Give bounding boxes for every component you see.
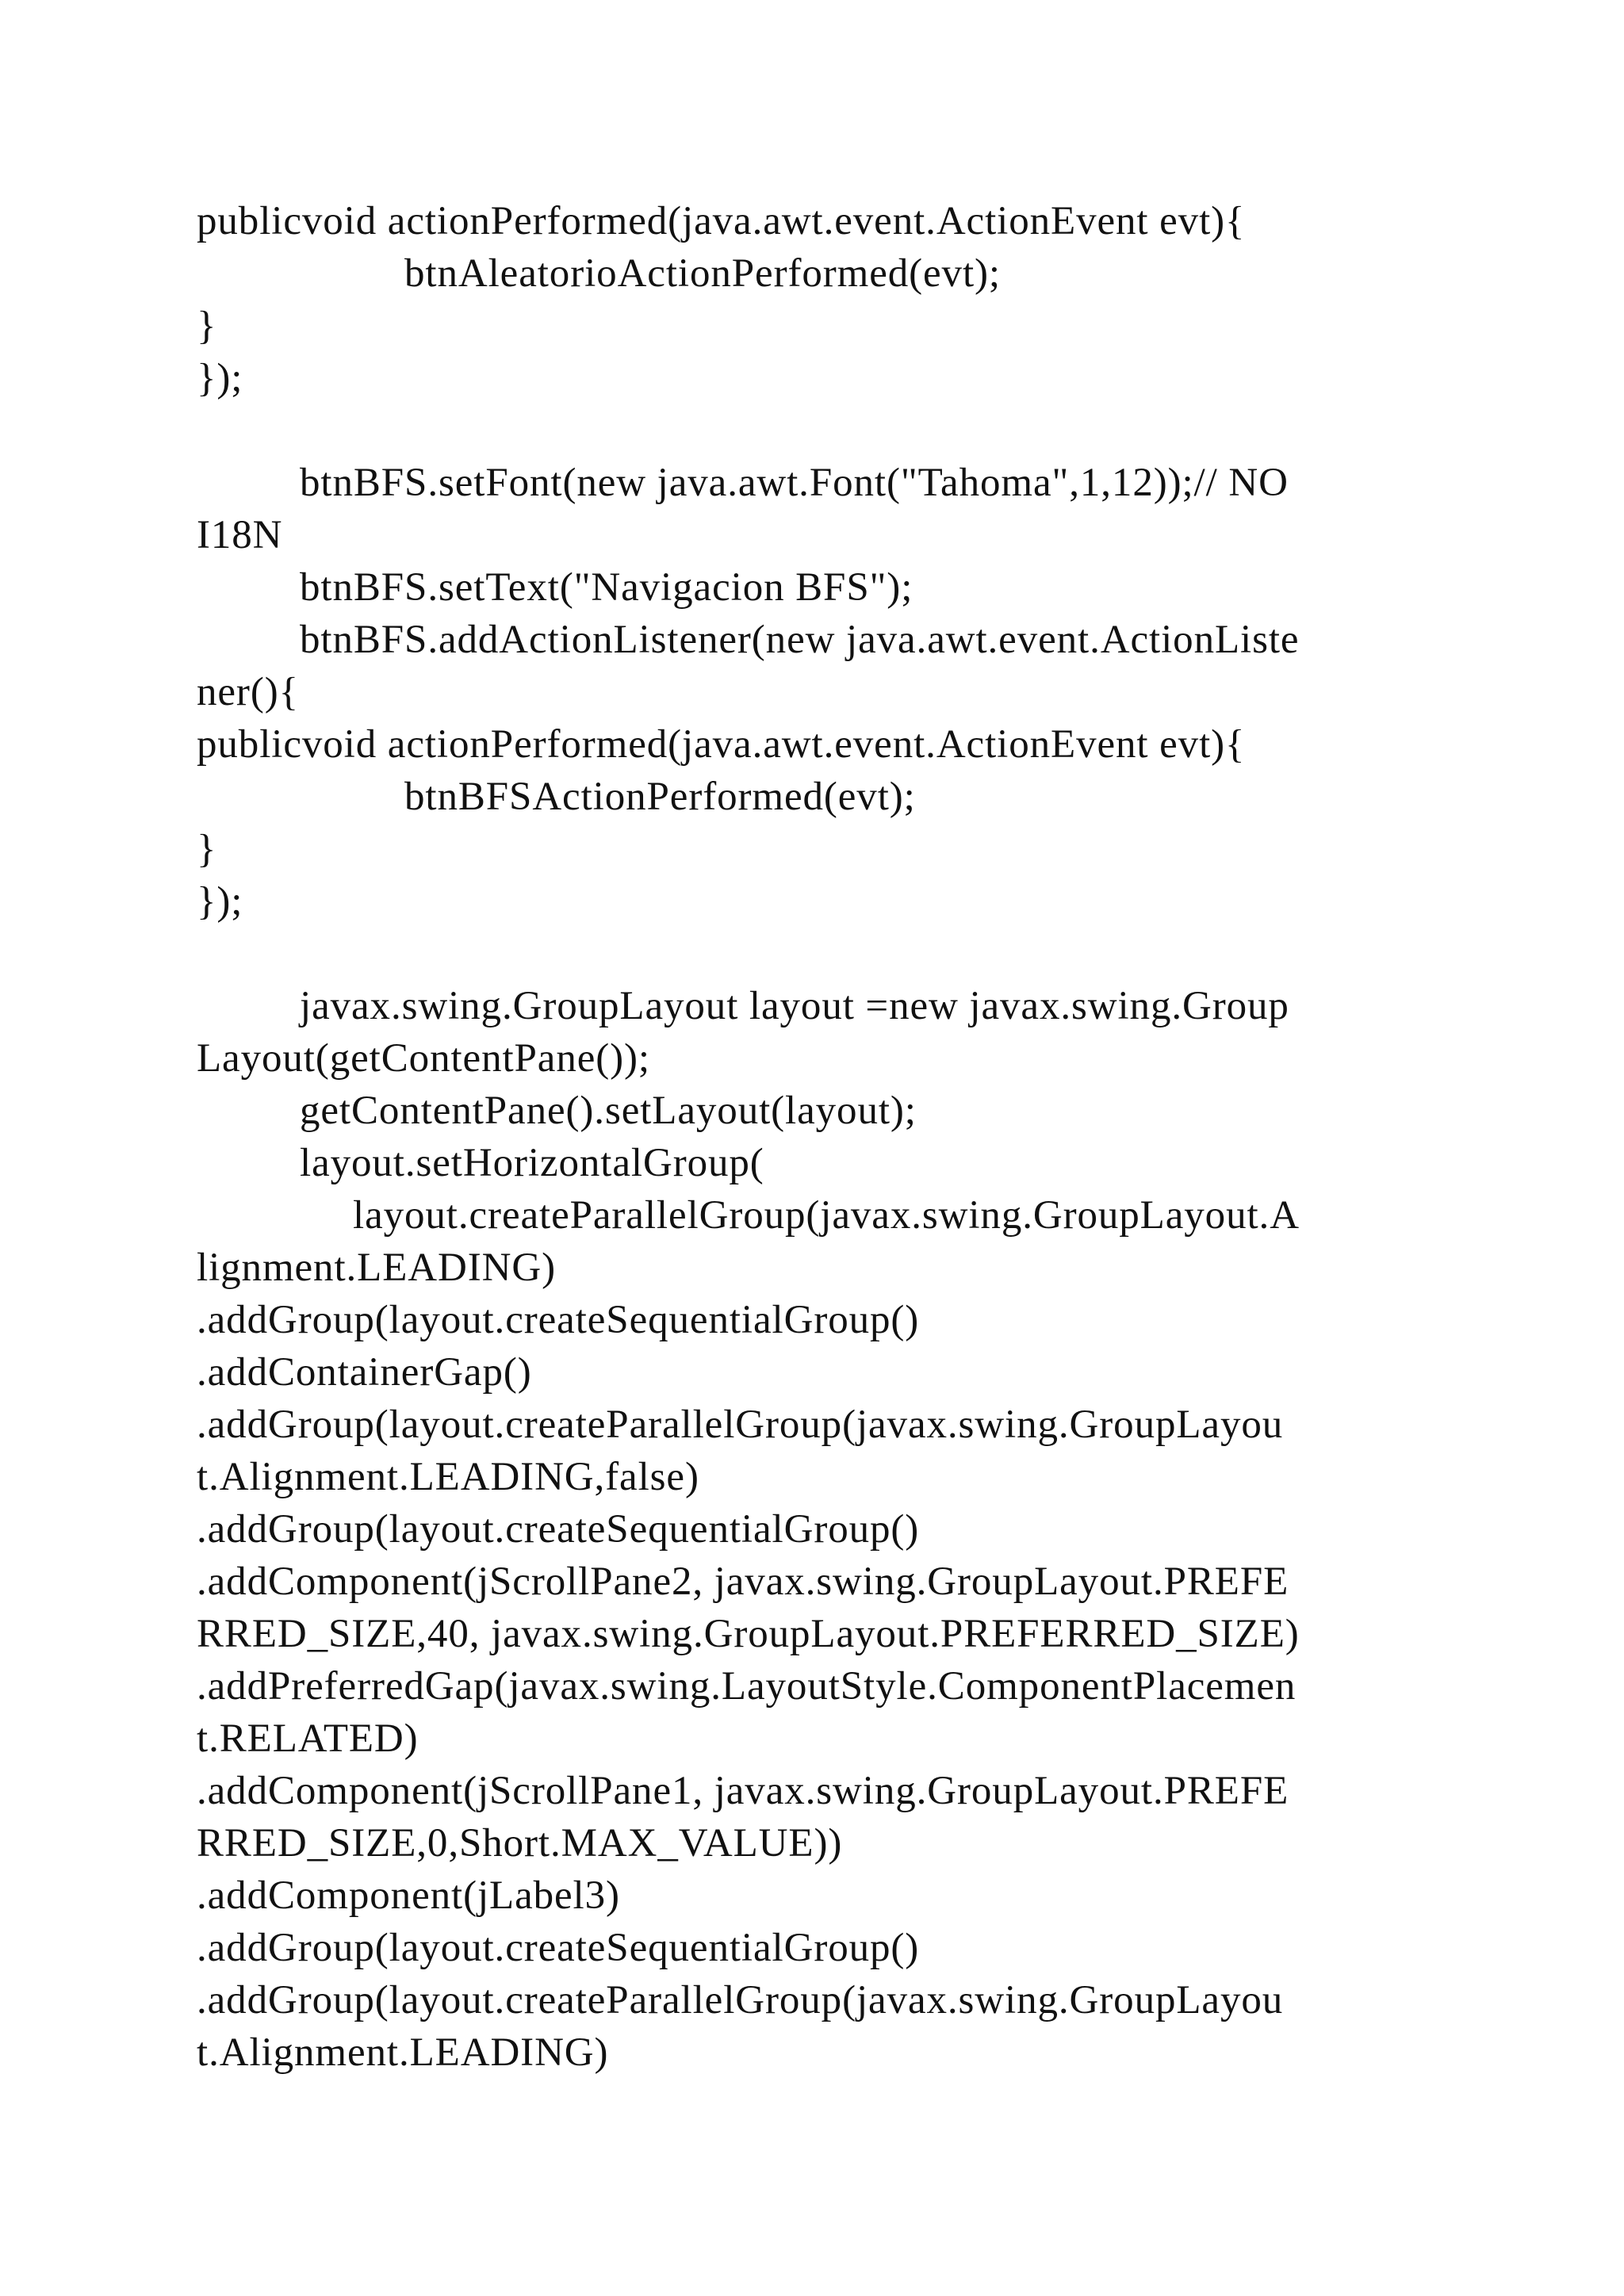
blank-line: [197, 404, 1434, 457]
code-line: .addGroup(layout.createParallelGroup(javax.swing.GroupLayou: [197, 1402, 1284, 1447]
code-line: }: [197, 827, 217, 871]
code-line: RRED_SIZE,40, javax.swing.GroupLayout.PREFERRED_SIZE): [197, 1612, 1300, 1656]
code-line: btnBFS.addActionListener(new java.awt.event.ActionListe: [300, 618, 1300, 662]
code-line: I18N: [197, 513, 283, 557]
code-line: .addGroup(layout.createSequentialGroup(): [197, 1507, 920, 1552]
code-line: btnBFS.setFont(new java.awt.Font("Tahoma",1,12));// NO: [300, 461, 1289, 505]
code-line: });: [197, 356, 243, 400]
code-line: ner(){: [197, 670, 299, 714]
code-line: .addGroup(layout.createSequentialGroup(): [197, 1298, 920, 1342]
code-line: .addComponent(jScrollPane1, javax.swing.GroupLayout.PREFE: [197, 1769, 1289, 1813]
code-listing: [197, 195, 1434, 2079]
code-line: publicvoid actionPerformed(java.awt.event.ActionEvent evt){: [197, 722, 1246, 767]
blank-line: [197, 928, 1434, 980]
code-line: Layout(getContentPane());: [197, 1036, 650, 1081]
code-line: t.Alignment.LEADING): [197, 2030, 609, 2075]
code-line: .addContainerGap(): [197, 1350, 532, 1395]
code-line: publicvoid actionPerformed(java.awt.event.ActionEvent evt){: [197, 199, 1246, 243]
code-line: RRED_SIZE,0,Short.MAX_VALUE)): [197, 1821, 843, 1866]
code-line: t.RELATED): [197, 1716, 419, 1761]
code-line: t.Alignment.LEADING,false): [197, 1455, 699, 1499]
code-line: .addGroup(layout.createParallelGroup(javax.swing.GroupLayou: [197, 1978, 1284, 2022]
code-line: btnAleatorioActionPerformed(evt);: [404, 251, 1001, 296]
code-line: .addComponent(jScrollPane2, javax.swing.GroupLayout.PREFE: [197, 1559, 1289, 1604]
code-line: .addGroup(layout.createSequentialGroup(): [197, 1926, 920, 1970]
code-line: .addPreferredGap(javax.swing.LayoutStyle.ComponentPlacemen: [197, 1664, 1297, 1709]
code-line: getContentPane().setLayout(layout);: [300, 1089, 917, 1133]
code-line: });: [197, 879, 243, 924]
code-line: layout.createParallelGroup(javax.swing.GroupLayout.A: [353, 1193, 1300, 1238]
code-line: }: [197, 304, 217, 348]
code-line: .addComponent(jLabel3): [197, 1873, 620, 1918]
code-line: lignment.LEADING): [197, 1246, 556, 1290]
code-line: btnBFS.setText("Navigacion BFS");: [300, 565, 914, 610]
code-line: layout.setHorizontalGroup(: [300, 1141, 764, 1185]
code-line: btnBFSActionPerformed(evt);: [404, 775, 916, 819]
code-line: javax.swing.GroupLayout layout =new javax.swing.Group: [300, 984, 1289, 1028]
